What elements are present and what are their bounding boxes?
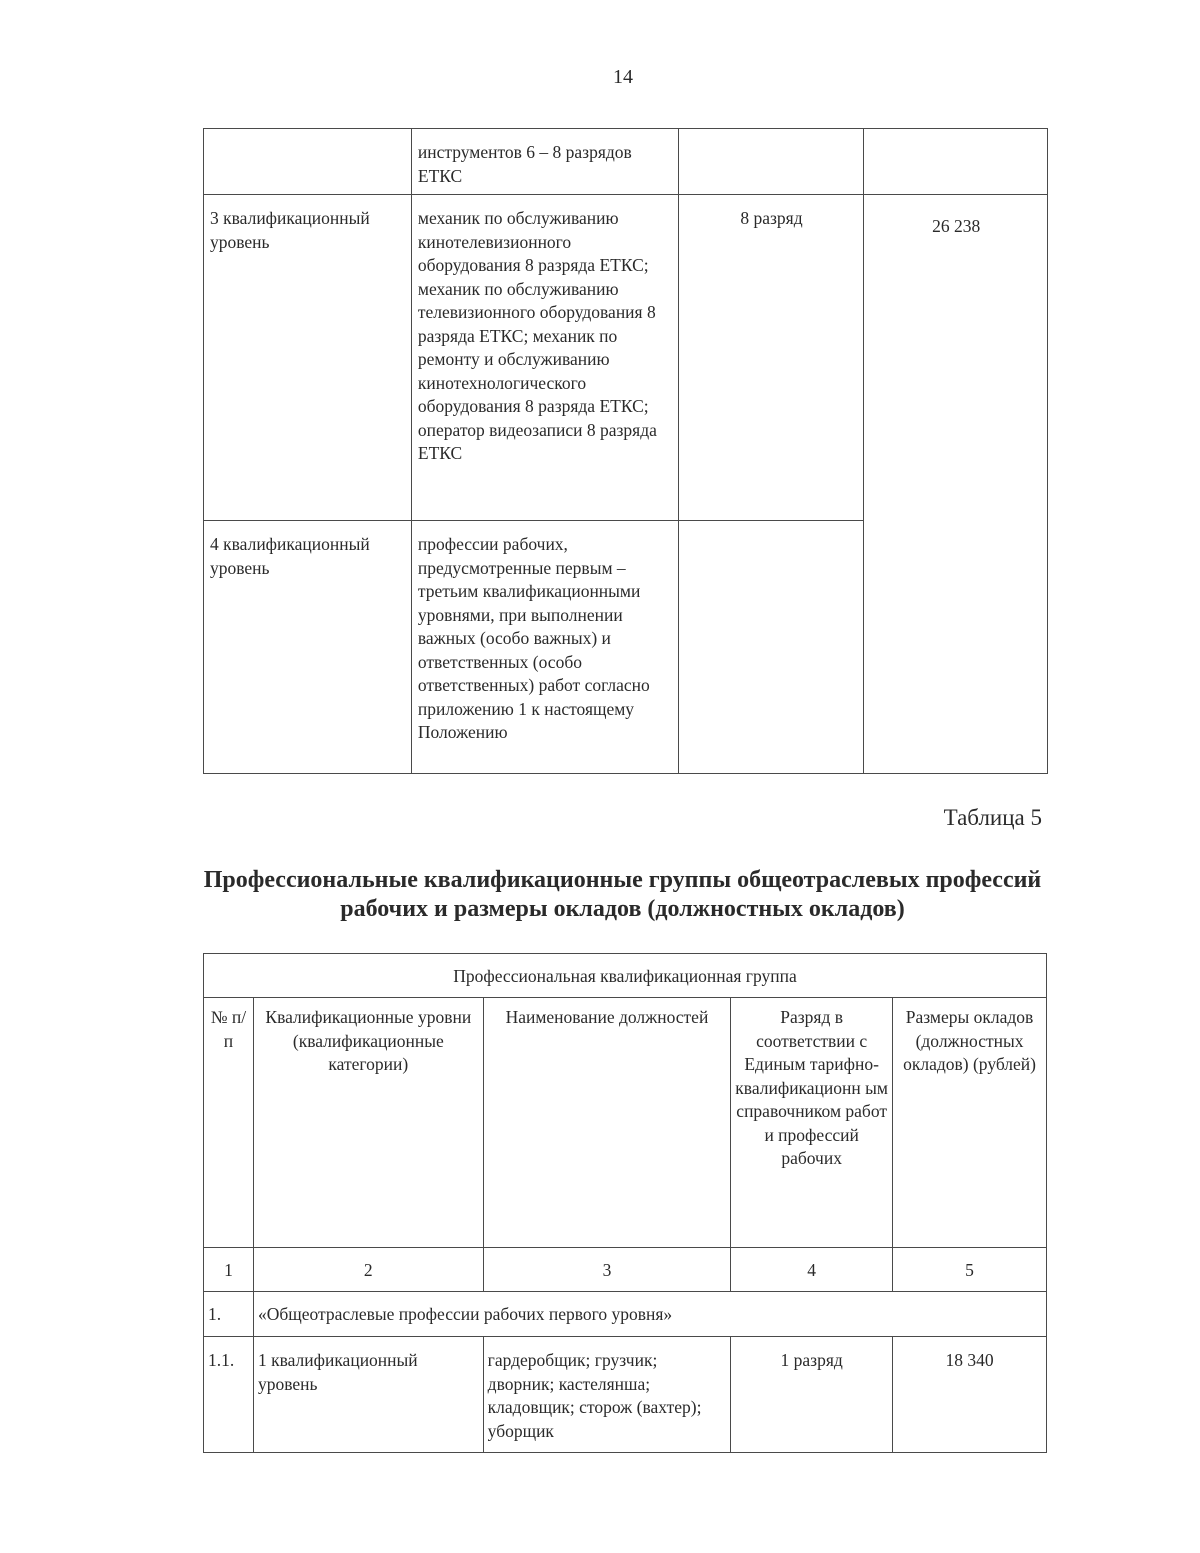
column-number-row [204,1248,1047,1292]
grade-cell: 8 разряд [678,195,864,521]
level-cell: 1 квалификационный уровень [253,1337,483,1453]
page-number: 14 [613,66,633,88]
column-number: 3 [483,1248,731,1292]
positions-cell: профессии рабочих, предусмотренные первым – третьим квалификационными уровнями, при выполнении важных (особо важных) и ответственных (особо ответственных) работ согласно приложению 1 к настоящему Положению [411,521,678,774]
table-caption: Таблица 5 [943,805,1042,830]
table-row [204,1337,1047,1453]
table-heading: Профессиональные квалификационные группы общеотраслевых профессий рабочих и размеры окладов (должностных окладов) [203,867,1042,922]
group-header-row [204,954,1047,998]
salary-cell [864,129,1048,195]
table-row [204,195,1048,521]
continued-table [203,128,1048,774]
column-number: 2 [253,1248,483,1292]
column-header: Разряд в соответствии с Единым тарифно-квалификационн ым справочником работ и профессий рабочих [731,998,893,1248]
column-header: Наименование должностей [483,998,731,1248]
column-number: 5 [893,1248,1047,1292]
level-cell: 4 квалификационный уровень [204,521,412,774]
section-number: 1. [204,1292,254,1337]
grade-cell [678,129,864,195]
grade-cell: 1 разряд [731,1337,893,1453]
section-row [204,1292,1047,1337]
positions-cell: гардеробщик; грузчик; дворник; кастелянша; кладовщик; сторож (вахтер); уборщик [483,1337,731,1453]
group-header: Профессиональная квалификационная группа [204,954,1047,998]
positions-cell: инструментов 6 – 8 разрядов ЕТКС [411,129,678,195]
salary-cell: 18 340 [893,1337,1047,1453]
salary-cell: 26 238 [864,195,1048,774]
column-header: Квалификационные уровни (квалификационные категории) [253,998,483,1248]
grade-cell [678,521,864,774]
column-header: № п/п [204,998,254,1248]
positions-cell: механик по обслуживанию кинотелевизионного оборудования 8 разряда ЕТКС; механик по обслуживанию телевизионного оборудования 8 разряда ЕТКС; механик по ремонту и обслуживанию кинотехнологического оборудования 8 разряда ЕТКС; оператор видеозаписи 8 разряда ЕТКС [411,195,678,521]
table-5 [203,953,1047,1453]
table-row [204,129,1048,195]
column-header-row [204,998,1047,1248]
column-header: Размеры окладов (должностных окладов) (рублей) [893,998,1047,1248]
row-number: 1.1. [204,1337,254,1453]
level-cell: 3 квалификационный уровень [204,195,412,521]
column-number: 1 [204,1248,254,1292]
section-title: «Общеотраслевые профессии рабочих первого уровня» [253,1292,1046,1337]
column-number: 4 [731,1248,893,1292]
level-cell [204,129,412,195]
